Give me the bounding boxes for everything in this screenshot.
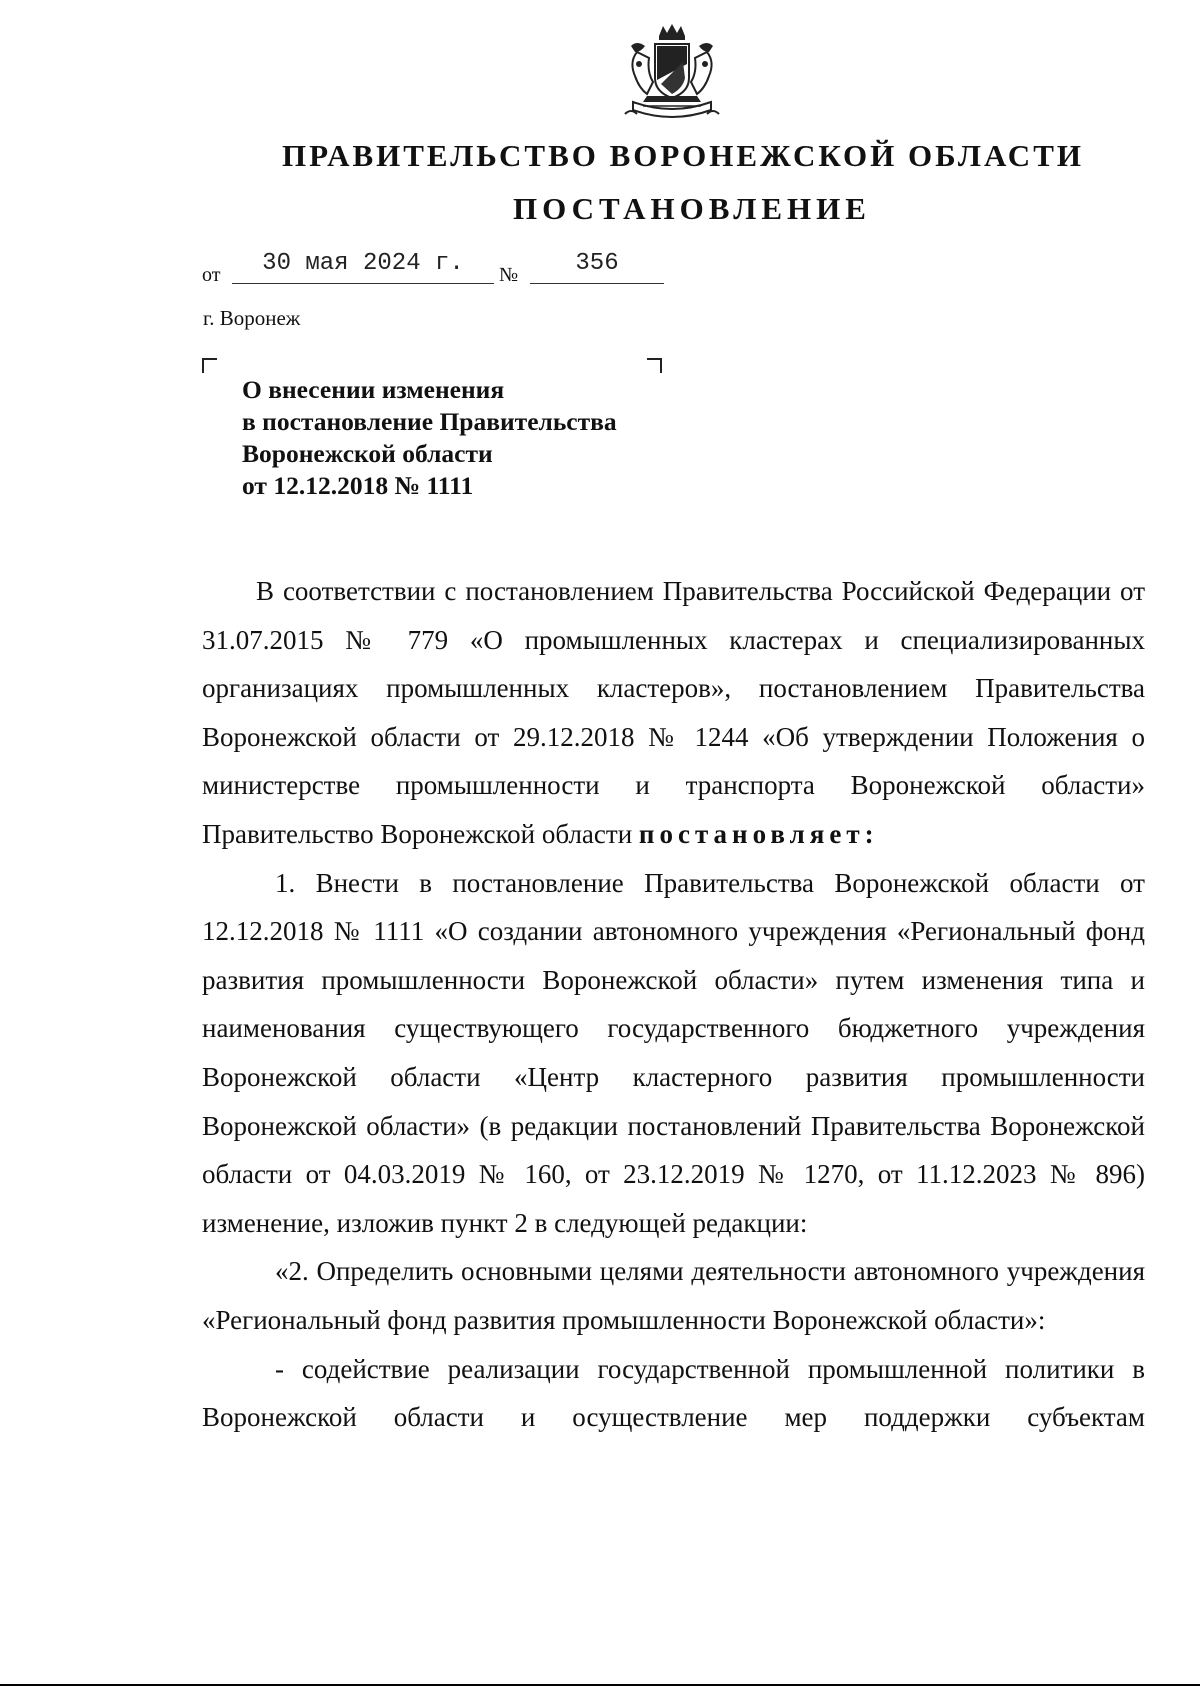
document-date: 30 мая 2024 г. <box>232 250 494 284</box>
subject-bracket-right <box>647 358 662 373</box>
page-bottom-rule <box>0 1684 1200 1686</box>
item-2-paragraph: «2. Определить основными целями деятельности автономного учреждения «Региональный фонд развития промышленности Воронежской области»: <box>202 1256 1145 1335</box>
document-number: 356 <box>530 250 664 284</box>
preamble-paragraph <box>202 567 1145 859</box>
subject-line: от 12.12.2018 № 1111 <box>242 471 474 500</box>
document-type-title: ПОСТАНОВЛЕНИЕ <box>513 191 871 226</box>
coat-of-arms-emblem <box>617 22 727 128</box>
document-subject <box>242 374 617 502</box>
subject-line: О внесении изменения <box>242 375 505 404</box>
subject-line: Воронежской области <box>242 439 493 468</box>
from-label: от <box>202 264 221 286</box>
number-label: № <box>499 264 519 286</box>
place-of-issue: г. Воронеж <box>203 306 301 330</box>
document-body <box>202 567 1145 1442</box>
preamble-text: В соответствии с постановлением Правительства Российской Федерации от 31.07.2015 № 779 «О промышленных кластерах и специализированных организациях промышленных кластеров», постановлением Правительства Воронежской области от 29.12.2018 № 1244 «Об утверждении Положения о министерстве промышленности и транспорта Воронежской области» Правительство Воронежской области <box>202 576 1145 849</box>
subject-line: в постановление Правительства <box>242 407 617 436</box>
bullet-1-paragraph: - содействие реализации государственной промышленной политики в Воронежской области и осуществление мер поддержки субъектам <box>202 1353 1145 1433</box>
document-date-number-line <box>202 250 702 290</box>
item-1-paragraph: 1. Внести в постановление Правительства Воронежской области от 12.12.2018 № 1111 «О создании автономного учреждения «Региональный фонд развития промышленности Воронежской области» путем изменения типа и наименования существующего государственного бюджетного учреждения Воронежской области «Центр кластерного развития промышленности Воронежской области» (в редакции постановлений Правительства Воронежской области от 04.03.2019 № 160, от 23.12.2019 № 1270, от 11.12.2023 № 896) изменение, изложив пункт 2 в следующей редакции: <box>202 867 1145 1238</box>
subject-bracket-left <box>202 358 217 373</box>
resolves-keyword: постановляет: <box>638 818 879 849</box>
government-title: ПРАВИТЕЛЬСТВО ВОРОНЕЖСКОЙ ОБЛАСТИ <box>282 138 1084 173</box>
